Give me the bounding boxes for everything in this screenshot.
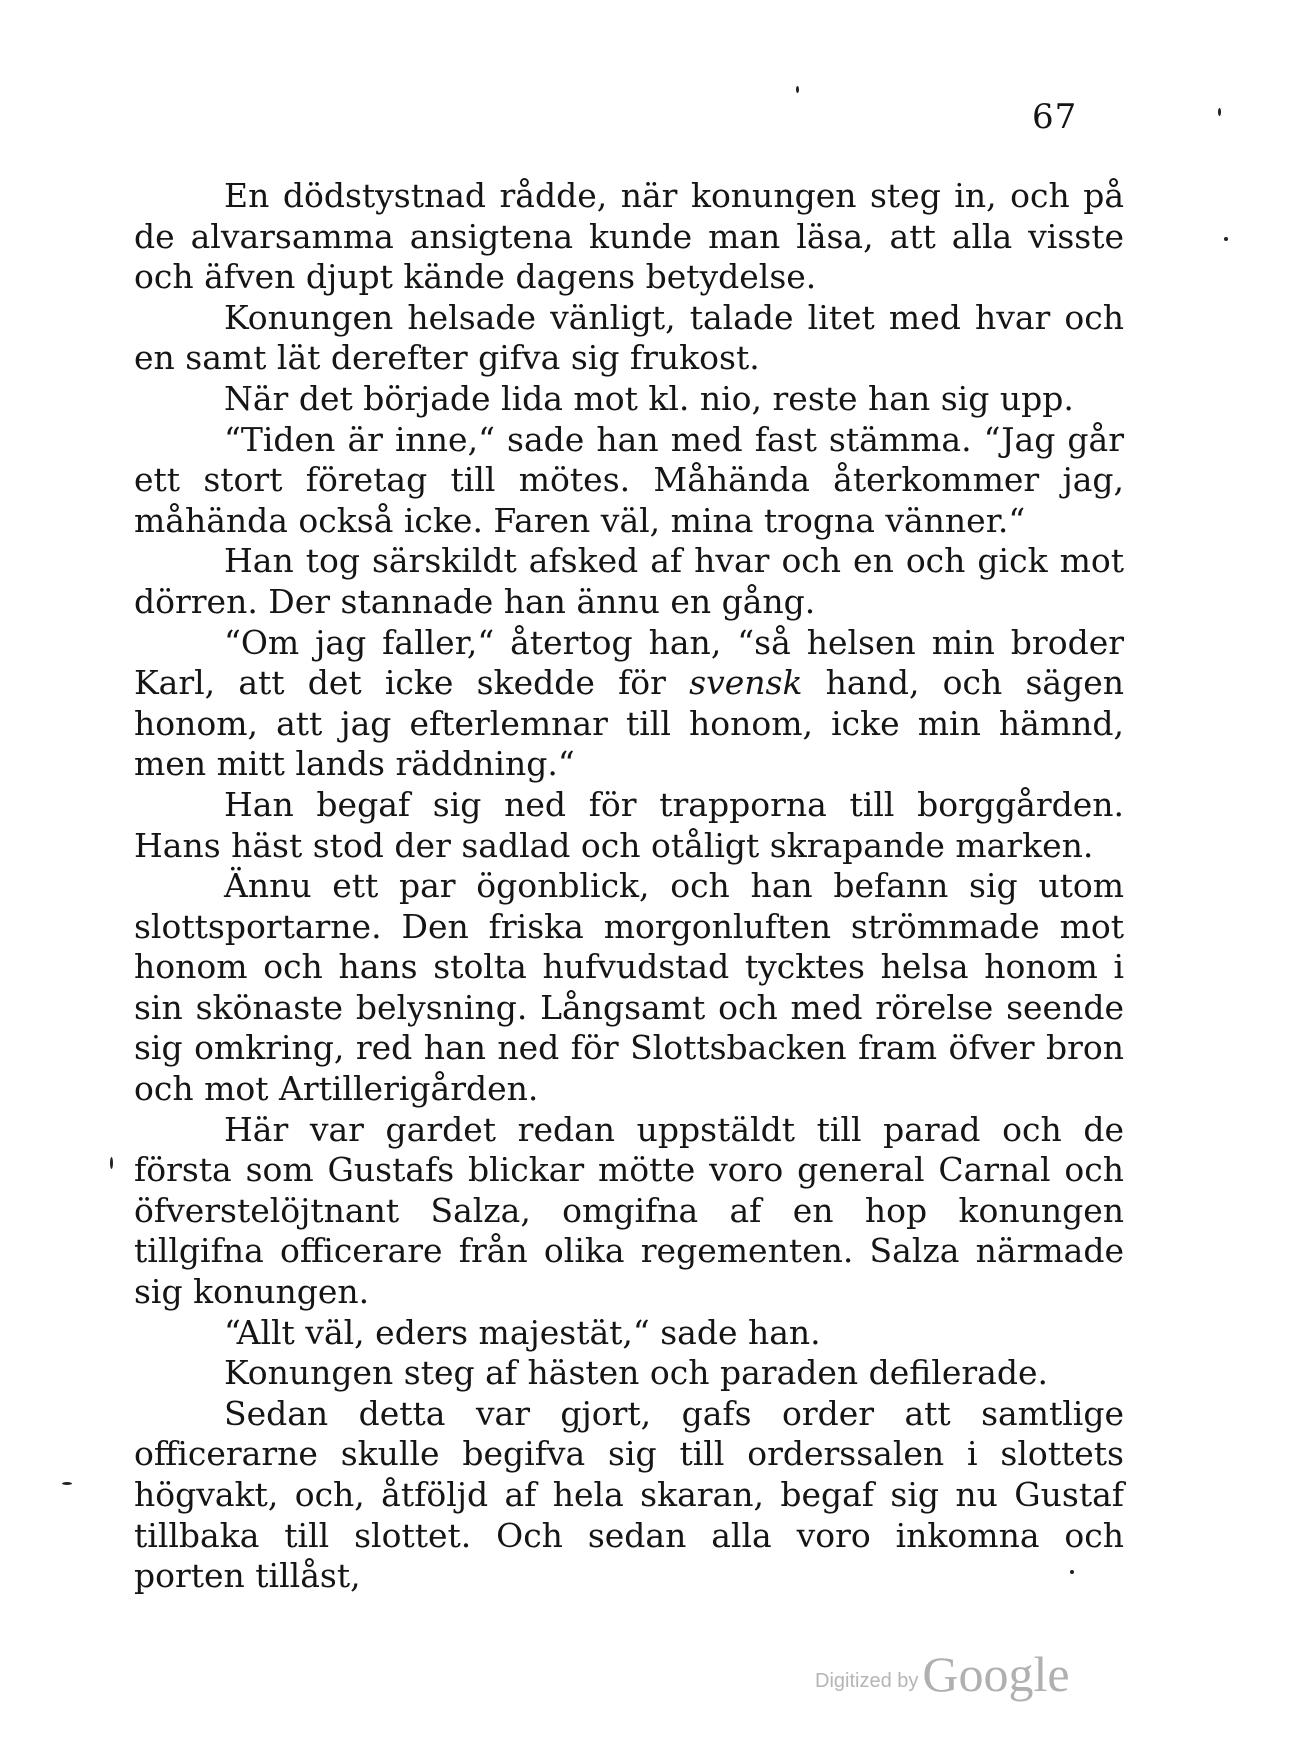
google-logo: Google: [922, 1646, 1070, 1702]
paragraph: Här var gardet redan uppstäldt till parad och de första som Gustafs blickar mötte voro general Carnal och öfverstelöjtnant Salza, omgifna af en hop konungen tillgifna officerare från olika regementen. Salza närmade sig konungen.: [134, 1109, 1124, 1312]
paragraph: “Allt väl, eders majestät,“ sade han.: [224, 1312, 821, 1352]
ink-speck: [1224, 237, 1228, 241]
paragraph: Han begaf sig ned för trapporna till borggården. Hans häst stod der sadlad och otåligt skrapande marken.: [134, 784, 1124, 865]
paragraph: Konungen steg af hästen och paraden defilerade.: [224, 1353, 1048, 1393]
ink-speck: [796, 86, 799, 93]
paragraph: Sedan detta var gjort, gafs order att samtlige officerarne skulle begifva sig till orderssalen i slottets högvakt, och, åtföljd af hela skaran, begaf sig nu Gustaf tillbaka till slottet. Och sedan alla voro inkomna och porten tillåst,: [134, 1393, 1124, 1596]
ink-speck: [1218, 108, 1221, 116]
ink-speck: [62, 1482, 72, 1485]
paragraph: En dödstystnad rådde, när konungen steg in, och på de alvarsamma ansigtena kunde man läsa, att alla visste och äfven djupt kände dagens betydelse.: [134, 176, 1124, 297]
digitized-by-google-watermark: [815, 1646, 1070, 1702]
italic-word: svensk: [689, 663, 803, 703]
page-number: 67: [1032, 97, 1078, 137]
paragraph: Ännu ett par ögonblick, och han befann sig utom slottsportarne. Den friska morgonluften strömmade mot honom och hans stolta hufvudstad tycktes helsa honom i sin skönaste belysning. Långsamt och med rörelse seende sig omkring, red han ned för Slottsbacken fram öfver bron och mot Artillerigården.: [134, 866, 1124, 1109]
ink-speck: [110, 1157, 113, 1169]
paragraph: När det började lida mot kl. nio, reste han sig upp.: [224, 378, 1074, 418]
paragraph: “Om jag faller,“ återtog han, “så helsen min broder Karl, att det icke skedde för svensk hand, och sägen honom, att jag efterlemnar till honom, icke min hämnd, men mitt lands räddning.“: [134, 622, 1125, 784]
paragraph: Han tog särskildt afsked af hvar och en och gick mot dörren. Der stannade han ännu en gång.: [134, 541, 1124, 621]
body-text: [134, 176, 1124, 1597]
paragraph: “Tiden är inne,“ sade han med fast stämma. “Jag går ett stort företag till mötes. Måhända återkommer jag, måhända också icke. Faren väl, mina trogna vänner.“: [134, 419, 1124, 540]
ink-speck: [1070, 1570, 1074, 1574]
paragraph: Konungen helsade vänligt, talade litet med hvar och en samt lät derefter gifva sig frukost.: [134, 297, 1124, 378]
watermark-prefix: Digitized by: [815, 1670, 919, 1692]
